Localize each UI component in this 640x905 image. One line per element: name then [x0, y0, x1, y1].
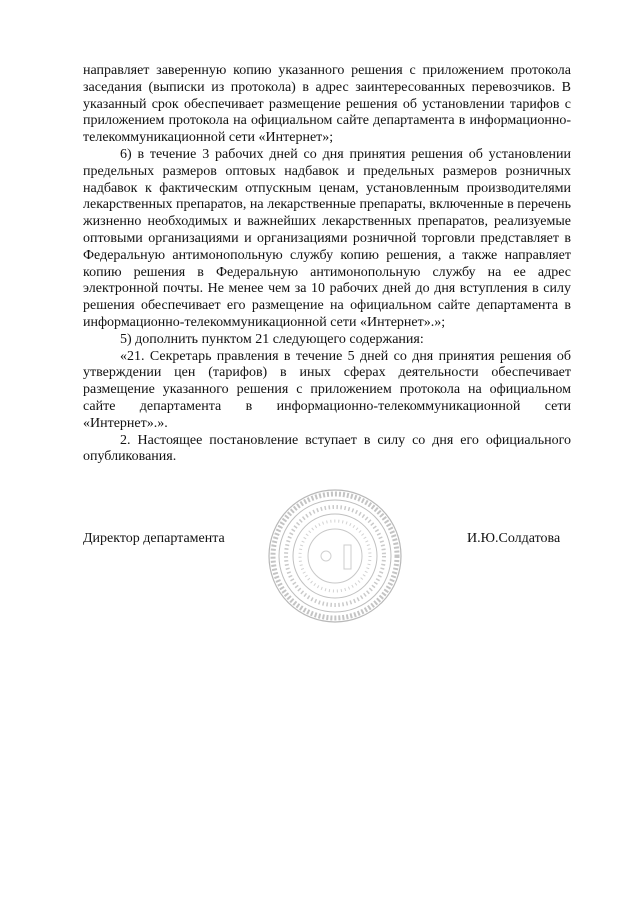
paragraph-point-21: «21. Секретарь правления в течение 5 дней со дня принятия решения об утверждении цен (тарифов) в иных сферах деятельности обеспечивает размещение указанного решения с приложением протокола на официальном сайте департамента в информационно-телекоммуникационной сети «Интернет».».: [83, 348, 571, 431]
paragraph-item-6: 6) в течение 3 рабочих дней со дня принятия решения об установлении предельных размеров оптовых надбавок и предельных размеров розничных надбавок к фактическим отпускным ценам, установленным производителями лекарственных препаратов, на лекарственные препараты, включенные в перечень жизненно необходимых и важнейших лекарственных препаратов, реализуемые оптовыми организациями и организациями розничной торговли представляет в Федеральную антимонопольную службу копию решения, а также направляет копию решения в Федеральную антимонопольную службу на ее адрес электронной почты. Не менее чем за 10 рабочих дней до дня вступления в силу решения обеспечивает его размещение на официальном сайте департамента в информационно-телекоммуникационной сети «Интернет».»;: [83, 146, 571, 330]
document-body: [83, 63, 571, 466]
paragraph-item-5: 5) дополнить пунктом 21 следующего содержания:: [120, 331, 424, 347]
official-seal-icon: [266, 487, 404, 625]
signatory-position: Директор департамента: [83, 531, 225, 546]
paragraph-continuation: направляет заверенную копию указанного решения с приложением протокола заседания (выписки из протокола) в адрес заинтересованных перевозчиков. В указанный срок обеспечивает размещение решения об установлении тарифов с приложением протокола на официальном сайте департамента в информационно-телекоммуникационной сети «Интернет»;: [83, 63, 571, 146]
paragraph-effective-date: 2. Настоящее постановление вступает в силу со дня его официального опубликования.: [83, 432, 571, 465]
signatory-name: И.Ю.Солдатова: [467, 531, 561, 546]
